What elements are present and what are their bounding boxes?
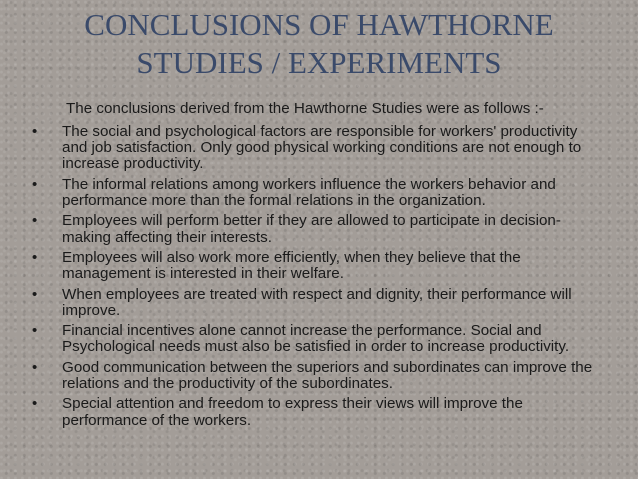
- list-item-text: When employees are treated with respect and dignity, their performance will improve.: [62, 285, 572, 319]
- title-line-1: CONCLUSIONS OF HAWTHORNE: [84, 7, 554, 42]
- intro-text: The conclusions derived from the Hawthorne Studies were as follows :-: [66, 100, 544, 117]
- bullet-icon: •: [32, 285, 38, 303]
- bullet-icon: •: [32, 395, 38, 413]
- list-item-text: The social and psychological factors are responsible for workers' productivity and job satisfaction. Only good physical working conditions are not enough to increase productivity.: [62, 123, 582, 173]
- list-item: [32, 396, 602, 428]
- list-item-text: Employees will perform better if they are allowed to participate in decision-making affecting their interests.: [62, 212, 561, 246]
- bullet-icon: •: [32, 358, 38, 376]
- list-item-text: The informal relations among workers influence the workers behavior and performance more than the formal relations in the organization.: [62, 175, 556, 209]
- list-item-text: Good communication between the superiors and subordinates can improve the relations and the productivity of the subordinates.: [62, 358, 593, 392]
- slide-title: [0, 6, 638, 82]
- title-line-2: STUDIES / EXPERIMENTS: [136, 45, 502, 80]
- list-item-text: Employees will also work more efficiently, when they believe that the management is interested in their welfare.: [62, 248, 521, 283]
- list-item: [32, 323, 602, 355]
- bullet-icon: •: [32, 322, 38, 340]
- list-item: [32, 287, 602, 319]
- list-item: [32, 177, 602, 209]
- bullet-icon: •: [32, 212, 38, 230]
- list-item: [32, 124, 602, 173]
- list-item: [32, 250, 602, 282]
- list-item-text: Financial incentives alone cannot increase the performance. Social and Psychological needs must also be satisfied in order to increase productivity.: [62, 322, 570, 356]
- bullet-icon: •: [32, 175, 38, 193]
- bullet-icon: •: [32, 123, 38, 140]
- bullet-icon: •: [32, 248, 38, 266]
- conclusions-list: [32, 124, 602, 433]
- list-item: [32, 213, 602, 245]
- list-item: [32, 360, 602, 392]
- list-item-text: Special attention and freedom to express their views will improve the performance of the workers.: [62, 395, 523, 429]
